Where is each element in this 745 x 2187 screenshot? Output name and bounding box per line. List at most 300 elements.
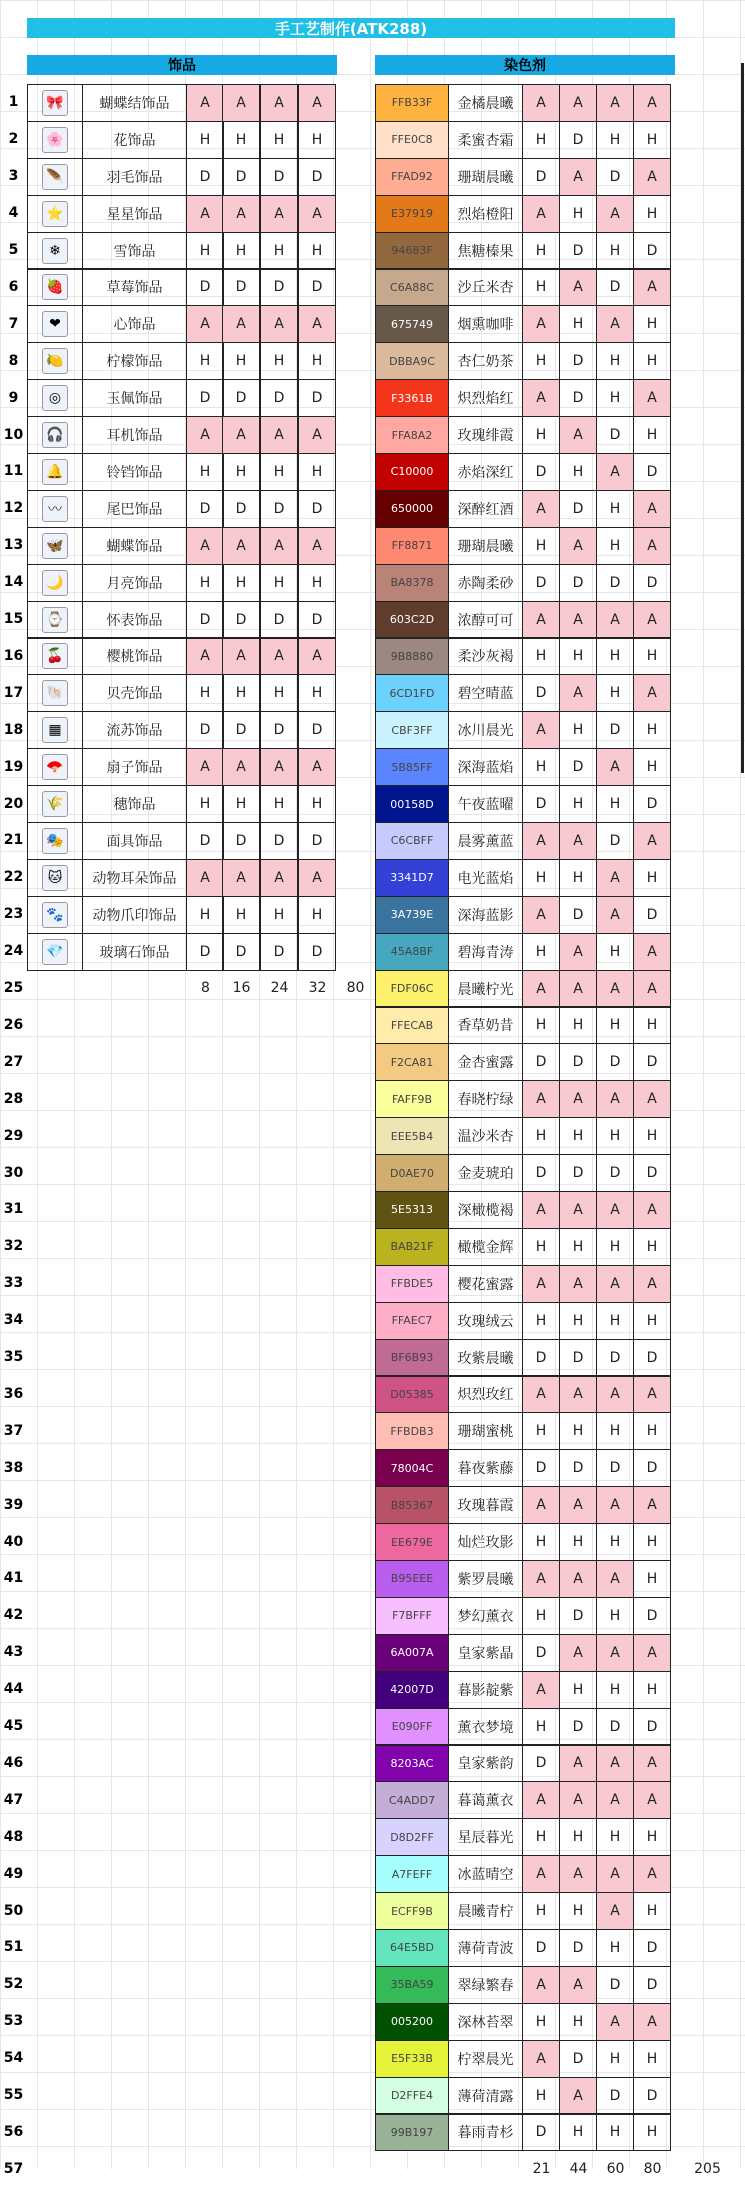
row-number[interactable]: 2 [8,131,19,148]
row-number[interactable]: 8 [8,352,19,369]
dye-name[interactable]: 玫瑰绯霞 [448,416,523,454]
dye-grade-cell[interactable]: A [633,490,671,528]
ornament-grade-cell[interactable]: A [260,195,298,233]
dye-color-swatch[interactable]: ECFF9B [375,1892,449,1930]
row-number[interactable]: 42 [3,1607,24,1624]
dye-name[interactable]: 金杏蜜露 [448,1043,523,1081]
dye-name[interactable]: 薰衣梦境 [448,1708,523,1746]
ornament-grade-cell[interactable]: A [222,305,260,343]
dye-grade-cell[interactable]: H [596,933,634,971]
ornament-name[interactable]: 蝴蝶饰品 [82,527,187,565]
dye-grade-cell[interactable]: A [559,933,597,971]
dye-grade-cell[interactable]: H [522,121,560,159]
dye-grade-cell[interactable]: H [633,638,671,676]
dye-grade-cell[interactable]: A [559,158,597,196]
ornament-grade-cell[interactable]: H [222,564,260,602]
dye-grade-cell[interactable]: H [596,342,634,380]
dye-grade-cell[interactable]: A [522,305,560,343]
row-number[interactable]: 45 [3,1718,24,1735]
dye-grade-cell[interactable]: A [522,896,560,934]
row-number[interactable]: 39 [3,1496,24,1513]
dye-grade-cell[interactable]: A [633,601,671,639]
dye-grade-cell[interactable]: D [596,158,634,196]
dye-grade-cell[interactable]: A [559,84,597,122]
dye-grade-cell[interactable]: A [522,1191,560,1229]
dye-grade-cell[interactable]: A [633,379,671,417]
dye-name[interactable]: 紫罗晨曦 [448,1560,523,1598]
dye-grade-cell[interactable]: D [633,453,671,491]
dye-grade-cell[interactable]: A [596,1892,634,1930]
ornament-grade-cell[interactable]: D [222,933,260,971]
dye-grade-cell[interactable]: A [559,1966,597,2004]
dye-name[interactable]: 深林苔翠 [448,2003,523,2041]
dye-grade-cell[interactable]: D [522,1449,560,1487]
dye-grade-cell[interactable]: H [522,232,560,270]
ornament-grade-cell[interactable]: H [298,342,336,380]
dye-color-swatch[interactable]: 94683F [375,232,449,270]
row-number[interactable]: 34 [3,1312,24,1329]
dye-color-swatch[interactable]: B95EEE [375,1560,449,1598]
ornament-name[interactable]: 玉佩饰品 [82,379,187,417]
dye-grade-cell[interactable]: H [633,1302,671,1340]
ornament-grade-cell[interactable]: D [298,269,336,307]
dye-grade-cell[interactable]: A [522,1966,560,2004]
dye-grade-cell[interactable]: A [633,1486,671,1524]
ornament-grade-cell[interactable]: D [186,269,224,307]
dye-grade-cell[interactable]: A [522,1080,560,1118]
dye-color-swatch[interactable]: CBF3FF [375,711,449,749]
ornament-grade-cell[interactable]: A [186,638,224,676]
dye-name[interactable]: 梦幻薰衣 [448,1597,523,1635]
row-number[interactable]: 53 [3,2013,24,2030]
row-number[interactable]: 44 [3,1681,24,1698]
dye-grade-cell[interactable]: H [633,1818,671,1856]
dye-name[interactable]: 沙丘米杏 [448,269,523,307]
dye-grade-cell[interactable]: H [596,121,634,159]
dye-name[interactable]: 炽烈焰红 [448,379,523,417]
dye-grade-cell[interactable]: H [522,1007,560,1045]
ornament-grade-cell[interactable]: H [298,232,336,270]
dye-grade-cell[interactable]: A [633,1376,671,1414]
dye-color-swatch[interactable]: FFA8A2 [375,416,449,454]
dye-name[interactable]: 玫瑰绒云 [448,1302,523,1340]
dye-grade-cell[interactable]: A [522,84,560,122]
ornament-grade-cell[interactable]: A [260,859,298,897]
dye-grade-cell[interactable]: D [559,1708,597,1746]
dye-color-swatch[interactable]: 99B197 [375,2114,449,2152]
row-number[interactable]: 16 [3,647,24,664]
dye-name[interactable]: 炽烈玫红 [448,1376,523,1414]
ornament-grade-cell[interactable]: D [222,379,260,417]
dye-grade-cell[interactable]: D [633,564,671,602]
dye-grade-cell[interactable]: H [633,416,671,454]
dye-grade-cell[interactable]: A [633,2003,671,2041]
dye-grade-cell[interactable]: A [596,1265,634,1303]
ornament-grade-cell[interactable]: D [222,601,260,639]
ornament-grade-cell[interactable]: H [186,453,224,491]
dye-grade-cell[interactable]: A [596,1560,634,1598]
dye-name[interactable]: 冰川晨光 [448,711,523,749]
dye-grade-cell[interactable]: H [559,453,597,491]
dye-name[interactable]: 深海蓝影 [448,896,523,934]
dye-grade-cell[interactable]: D [559,1449,597,1487]
ornament-grade-cell[interactable]: A [186,416,224,454]
dye-grade-cell[interactable]: H [596,674,634,712]
ornament-name[interactable]: 怀表饰品 [82,601,187,639]
dye-color-swatch[interactable]: 3341D7 [375,859,449,897]
dye-name[interactable]: 薄荷青波 [448,1929,523,1967]
dye-grade-cell[interactable]: A [596,1191,634,1229]
ornament-name[interactable]: 雪饰品 [82,232,187,270]
dye-grade-cell[interactable]: D [522,1634,560,1672]
ornament-grade-cell[interactable]: A [186,527,224,565]
ornament-grade-cell[interactable]: D [186,711,224,749]
ornament-grade-cell[interactable]: A [222,527,260,565]
ornament-grade-cell[interactable]: H [222,232,260,270]
row-number[interactable]: 37 [3,1422,24,1439]
ornament-grade-cell[interactable]: H [260,342,298,380]
dye-grade-cell[interactable]: D [596,1154,634,1192]
dye-grade-cell[interactable]: H [559,785,597,823]
ornament-grade-cell[interactable]: H [260,232,298,270]
dye-grade-cell[interactable]: D [522,1154,560,1192]
dye-grade-cell[interactable]: H [633,1892,671,1930]
dye-name[interactable]: 碧海青涛 [448,933,523,971]
dye-grade-cell[interactable]: A [596,84,634,122]
ornament-grade-cell[interactable]: A [222,195,260,233]
dye-grade-cell[interactable]: D [633,232,671,270]
ornament-grade-cell[interactable]: D [222,158,260,196]
dye-grade-cell[interactable]: D [559,1597,597,1635]
dye-grade-cell[interactable]: A [596,1080,634,1118]
dye-grade-cell[interactable]: H [633,1671,671,1709]
ornament-grade-cell[interactable]: A [222,416,260,454]
dye-grade-cell[interactable]: D [633,1966,671,2004]
ornament-grade-cell[interactable]: D [260,601,298,639]
dye-color-swatch[interactable]: 603C2D [375,601,449,639]
ornament-grade-cell[interactable]: H [298,896,336,934]
dye-name[interactable]: 午夜蓝曜 [448,785,523,823]
row-number[interactable]: 46 [3,1754,24,1771]
row-number[interactable]: 31 [3,1201,24,1218]
dye-grade-cell[interactable]: A [522,1265,560,1303]
dye-color-swatch[interactable]: 35BA59 [375,1966,449,2004]
dye-grade-cell[interactable]: D [522,453,560,491]
dye-grade-cell[interactable]: A [522,2040,560,2078]
row-number[interactable]: 4 [8,205,19,222]
row-number[interactable]: 14 [3,574,24,591]
ornament-grade-cell[interactable]: H [186,121,224,159]
row-number[interactable]: 27 [3,1053,24,1070]
dye-grade-cell[interactable]: H [596,785,634,823]
ornament-grade-cell[interactable]: A [186,305,224,343]
ornament-grade-cell[interactable]: H [298,674,336,712]
dye-grade-cell[interactable]: H [633,1007,671,1045]
dye-color-swatch[interactable]: 64E5BD [375,1929,449,1967]
dye-grade-cell[interactable]: D [522,674,560,712]
ornament-name[interactable]: 月亮饰品 [82,564,187,602]
dye-grade-cell[interactable]: H [596,379,634,417]
row-number[interactable]: 35 [3,1349,24,1366]
dye-grade-cell[interactable]: H [596,638,634,676]
row-number[interactable]: 57 [3,2160,24,2177]
ornament-grade-cell[interactable]: A [260,305,298,343]
dye-grade-cell[interactable]: D [559,379,597,417]
dye-grade-cell[interactable]: D [596,564,634,602]
dye-grade-cell[interactable]: H [596,1929,634,1967]
ornament-grade-cell[interactable]: D [186,601,224,639]
ornament-grade-cell[interactable]: H [222,785,260,823]
dye-grade-cell[interactable]: H [633,2040,671,2078]
ornament-name[interactable]: 樱桃饰品 [82,638,187,676]
ornament-name[interactable]: 贝壳饰品 [82,674,187,712]
ornament-grade-cell[interactable]: D [222,822,260,860]
row-number[interactable]: 26 [3,1016,24,1033]
dye-grade-cell[interactable]: D [633,1449,671,1487]
dye-grade-cell[interactable]: D [633,785,671,823]
dye-color-swatch[interactable]: FFE0C8 [375,121,449,159]
dye-color-swatch[interactable]: 45A8BF [375,933,449,971]
dye-grade-cell[interactable]: H [559,711,597,749]
dye-grade-cell[interactable]: H [559,1302,597,1340]
ornament-grade-cell[interactable]: A [186,195,224,233]
ornament-grade-cell[interactable]: A [298,416,336,454]
dye-grade-cell[interactable]: A [559,2077,597,2115]
row-number[interactable]: 19 [3,758,24,775]
dye-name[interactable]: 晨曦青柠 [448,1892,523,1930]
dye-color-swatch[interactable]: E5F33B [375,2040,449,2078]
row-number[interactable]: 13 [3,537,24,554]
dye-color-swatch[interactable]: 42007D [375,1671,449,1709]
dye-grade-cell[interactable]: A [522,601,560,639]
dye-grade-cell[interactable]: H [522,748,560,786]
dye-grade-cell[interactable]: H [522,1708,560,1746]
dye-name[interactable]: 薄荷清露 [448,2077,523,2115]
ornament-grade-cell[interactable]: H [260,785,298,823]
row-number[interactable]: 51 [3,1939,24,1956]
dye-grade-cell[interactable]: A [596,970,634,1008]
row-number[interactable]: 50 [3,1902,24,1919]
dye-grade-cell[interactable]: D [559,896,597,934]
dye-grade-cell[interactable]: A [633,674,671,712]
dye-name[interactable]: 暮蔼薰衣 [448,1781,523,1819]
ornament-grade-cell[interactable]: D [260,711,298,749]
dye-grade-cell[interactable]: D [522,785,560,823]
ornament-grade-cell[interactable]: A [298,84,336,122]
ornament-name[interactable]: 星星饰品 [82,195,187,233]
dye-name[interactable]: 橄榄金辉 [448,1228,523,1266]
dye-name[interactable]: 香草奶昔 [448,1007,523,1045]
ornament-grade-cell[interactable]: H [222,342,260,380]
ornament-grade-cell[interactable]: D [186,490,224,528]
dye-color-swatch[interactable]: FAFF9B [375,1080,449,1118]
dye-grade-cell[interactable]: A [559,1376,597,1414]
dye-grade-cell[interactable]: H [559,1818,597,1856]
ornament-grade-cell[interactable]: D [186,822,224,860]
dye-color-swatch[interactable]: A7FEFF [375,1855,449,1893]
ornament-name[interactable]: 面具饰品 [82,822,187,860]
dye-grade-cell[interactable]: A [559,1855,597,1893]
dye-grade-cell[interactable]: A [522,1781,560,1819]
dye-grade-cell[interactable]: D [633,1929,671,1967]
dye-name[interactable]: 晨曦柠光 [448,970,523,1008]
dye-color-swatch[interactable]: BA8378 [375,564,449,602]
ornament-name[interactable]: 动物爪印饰品 [82,896,187,934]
ornament-grade-cell[interactable]: A [222,748,260,786]
dye-grade-cell[interactable]: H [596,1302,634,1340]
ornament-grade-cell[interactable]: A [260,638,298,676]
dye-grade-cell[interactable]: A [559,416,597,454]
dye-grade-cell[interactable]: D [596,1708,634,1746]
row-number[interactable]: 41 [3,1570,24,1587]
dye-grade-cell[interactable]: A [633,933,671,971]
row-number[interactable]: 3 [8,168,19,185]
ornament-grade-cell[interactable]: D [260,379,298,417]
ornament-grade-cell[interactable]: H [298,564,336,602]
dye-name[interactable]: 珊瑚蜜桃 [448,1412,523,1450]
ornament-grade-cell[interactable]: A [222,859,260,897]
dye-grade-cell[interactable]: A [522,1376,560,1414]
dye-grade-cell[interactable]: D [596,1966,634,2004]
dye-color-swatch[interactable]: FDF06C [375,970,449,1008]
dye-color-swatch[interactable]: FFB33F [375,84,449,122]
row-number[interactable]: 38 [3,1459,24,1476]
dye-color-swatch[interactable]: B85367 [375,1486,449,1524]
row-number[interactable]: 5 [8,242,19,259]
dye-grade-cell[interactable]: D [596,1339,634,1377]
dye-name[interactable]: 浓醇可可 [448,601,523,639]
dye-color-swatch[interactable]: F2CA81 [375,1043,449,1081]
dye-grade-cell[interactable]: A [522,490,560,528]
row-number[interactable]: 21 [3,832,24,849]
ornament-name[interactable]: 蝴蝶结饰品 [82,84,187,122]
dye-grade-cell[interactable]: A [633,1191,671,1229]
dye-grade-cell[interactable]: D [596,711,634,749]
ornament-grade-cell[interactable]: A [260,84,298,122]
dye-color-swatch[interactable]: E090FF [375,1708,449,1746]
dye-grade-cell[interactable]: A [596,896,634,934]
dye-color-swatch[interactable]: 5E5313 [375,1191,449,1229]
row-number[interactable]: 11 [3,463,24,480]
row-number[interactable]: 52 [3,1976,24,1993]
dye-grade-cell[interactable]: A [522,1855,560,1893]
ornament-name[interactable]: 流苏饰品 [82,711,187,749]
dye-grade-cell[interactable]: A [633,1080,671,1118]
row-number[interactable]: 47 [3,1791,24,1808]
dye-grade-cell[interactable]: D [633,1597,671,1635]
dye-name[interactable]: 暮雨青杉 [448,2114,523,2152]
dye-grade-cell[interactable]: A [522,711,560,749]
dye-color-swatch[interactable]: BAB21F [375,1228,449,1266]
dye-grade-cell[interactable]: A [633,822,671,860]
dye-name[interactable]: 烈焰橙阳 [448,195,523,233]
ornament-grade-cell[interactable]: H [298,121,336,159]
ornament-name[interactable]: 羽毛饰品 [82,158,187,196]
dye-grade-cell[interactable]: A [522,822,560,860]
dye-name[interactable]: 赤焰深红 [448,453,523,491]
dye-name[interactable]: 电光蓝焰 [448,859,523,897]
ornament-grade-cell[interactable]: H [260,121,298,159]
ornament-grade-cell[interactable]: D [298,601,336,639]
dye-grade-cell[interactable]: A [596,1745,634,1783]
ornament-name[interactable]: 花饰品 [82,121,187,159]
dye-grade-cell[interactable]: D [596,416,634,454]
ornament-grade-cell[interactable]: H [186,674,224,712]
ornament-grade-cell[interactable]: D [186,379,224,417]
ornament-name[interactable]: 动物耳朵饰品 [82,859,187,897]
dye-grade-cell[interactable]: D [522,1043,560,1081]
dye-grade-cell[interactable]: H [633,711,671,749]
dye-grade-cell[interactable]: H [522,1892,560,1930]
dye-color-swatch[interactable]: 78004C [375,1449,449,1487]
dye-grade-cell[interactable]: H [633,1560,671,1598]
row-number[interactable]: 9 [8,389,19,406]
dye-grade-cell[interactable]: H [596,490,634,528]
dye-grade-cell[interactable]: A [559,1634,597,1672]
dye-name[interactable]: 柠翠晨光 [448,2040,523,2078]
row-number[interactable]: 20 [3,795,24,812]
dye-grade-cell[interactable]: A [633,158,671,196]
dye-color-swatch[interactable]: 5B85FF [375,748,449,786]
dye-grade-cell[interactable]: D [559,1154,597,1192]
dye-color-swatch[interactable]: FFECAB [375,1007,449,1045]
ornament-grade-cell[interactable]: H [298,453,336,491]
row-number[interactable]: 33 [3,1275,24,1292]
dye-grade-cell[interactable]: D [559,1929,597,1967]
dye-grade-cell[interactable]: D [522,1745,560,1783]
dye-name[interactable]: 深醉红酒 [448,490,523,528]
dye-grade-cell[interactable]: A [559,601,597,639]
dye-color-swatch[interactable]: 6A007A [375,1634,449,1672]
dye-grade-cell[interactable]: D [596,2077,634,2115]
dye-name[interactable]: 金橘晨曦 [448,84,523,122]
dye-grade-cell[interactable]: D [559,121,597,159]
dye-name[interactable]: 烟熏咖啡 [448,305,523,343]
dye-color-swatch[interactable]: 005200 [375,2003,449,2041]
dye-grade-cell[interactable]: A [522,379,560,417]
dye-color-swatch[interactable]: 650000 [375,490,449,528]
ornament-grade-cell[interactable]: H [260,453,298,491]
ornament-grade-cell[interactable]: H [186,896,224,934]
row-number[interactable]: 28 [3,1090,24,1107]
ornament-grade-cell[interactable]: D [260,158,298,196]
dye-grade-cell[interactable]: A [522,195,560,233]
ornament-grade-cell[interactable]: D [298,379,336,417]
dye-grade-cell[interactable]: A [633,970,671,1008]
dye-grade-cell[interactable]: H [633,1412,671,1450]
dye-grade-cell[interactable]: D [596,822,634,860]
row-number[interactable]: 32 [3,1238,24,1255]
dye-grade-cell[interactable]: D [633,1043,671,1081]
ornament-grade-cell[interactable]: D [298,822,336,860]
dye-grade-cell[interactable]: H [522,1597,560,1635]
ornament-grade-cell[interactable]: A [298,527,336,565]
dye-grade-cell[interactable]: H [596,2040,634,2078]
dye-grade-cell[interactable]: H [633,342,671,380]
ornament-grade-cell[interactable]: A [298,305,336,343]
dye-grade-cell[interactable]: D [596,269,634,307]
dye-grade-cell[interactable]: H [559,1892,597,1930]
dye-grade-cell[interactable]: D [596,1043,634,1081]
dye-name[interactable]: 金麦琥珀 [448,1154,523,1192]
dye-grade-cell[interactable]: H [633,121,671,159]
row-number[interactable]: 54 [3,2050,24,2067]
dye-grade-cell[interactable]: A [559,822,597,860]
row-number[interactable]: 43 [3,1644,24,1661]
dye-grade-cell[interactable]: A [559,1745,597,1783]
dye-grade-cell[interactable]: H [522,1302,560,1340]
dye-grade-cell[interactable]: H [522,1818,560,1856]
